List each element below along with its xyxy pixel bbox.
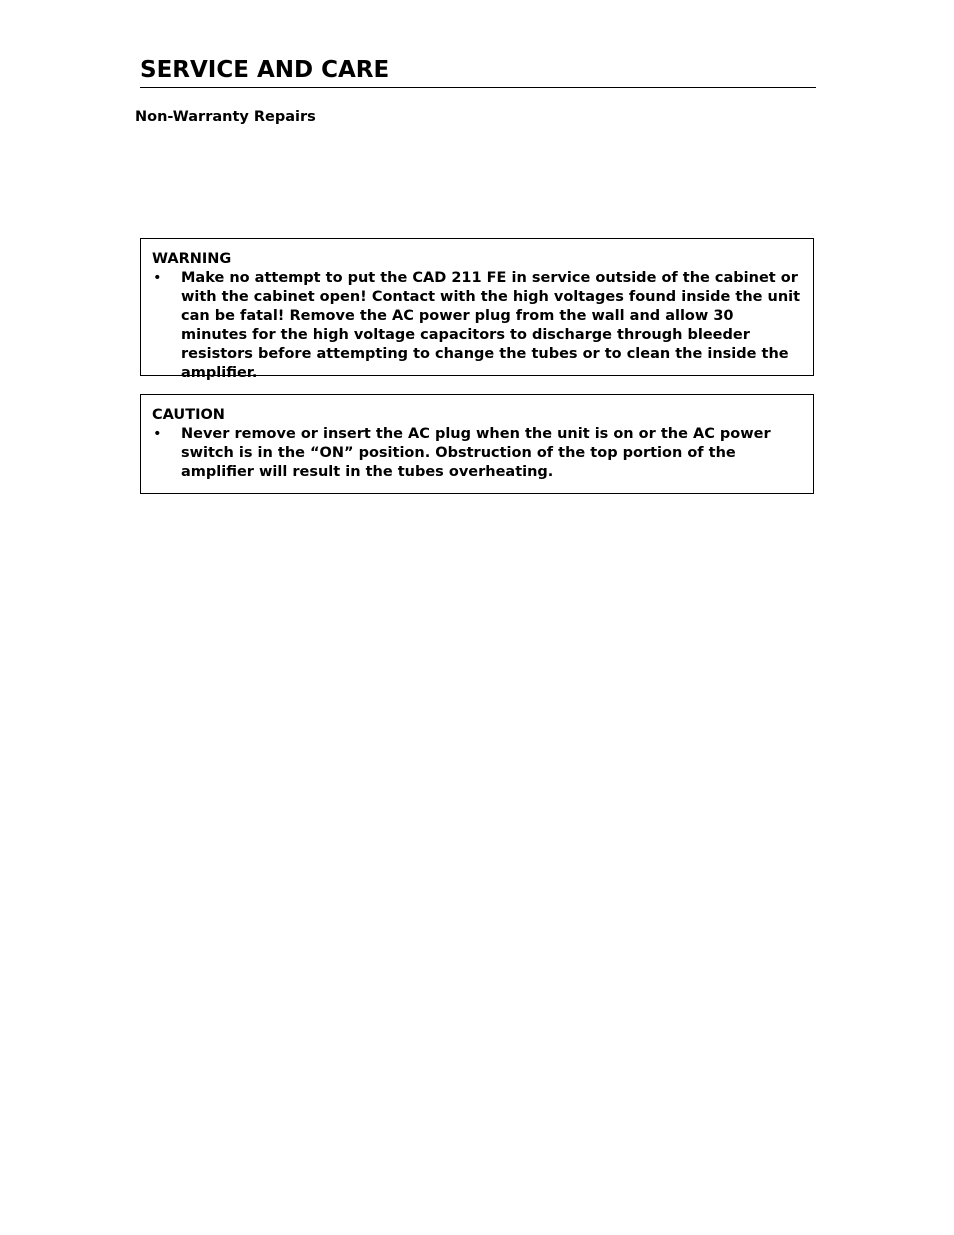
- warning-text: Make no attempt to put the CAD 211 FE in service outside of the cabinet or with the cabinet open! Contact with the high voltages found inside the unit can be fatal! Remove the AC power plug from the wall and allow 30 minutes for the high voltage capacitors to discharge through bleeder resistors before attempting to change the tubes or to clean the inside the amplifier.: [181, 270, 801, 381]
- caution-box: [140, 394, 814, 494]
- section-heading: Non-Warranty Repairs: [135, 109, 316, 125]
- warning-box: [140, 238, 814, 381]
- page-title: SERVICE AND CARE: [140, 54, 816, 88]
- caution-title: CAUTION: [152, 407, 225, 423]
- caution-text: Never remove or insert the AC plug when the unit is on or the AC power switch is in the “ON” position. Obstruction of the top portion of the amplifier will result in the tubes overheating.: [181, 426, 771, 480]
- warning-title: WARNING: [152, 251, 232, 267]
- bullet-icon: •: [153, 426, 162, 442]
- bullet-icon: •: [153, 270, 162, 286]
- caution-item: [152, 425, 801, 482]
- warning-item: [152, 269, 801, 383]
